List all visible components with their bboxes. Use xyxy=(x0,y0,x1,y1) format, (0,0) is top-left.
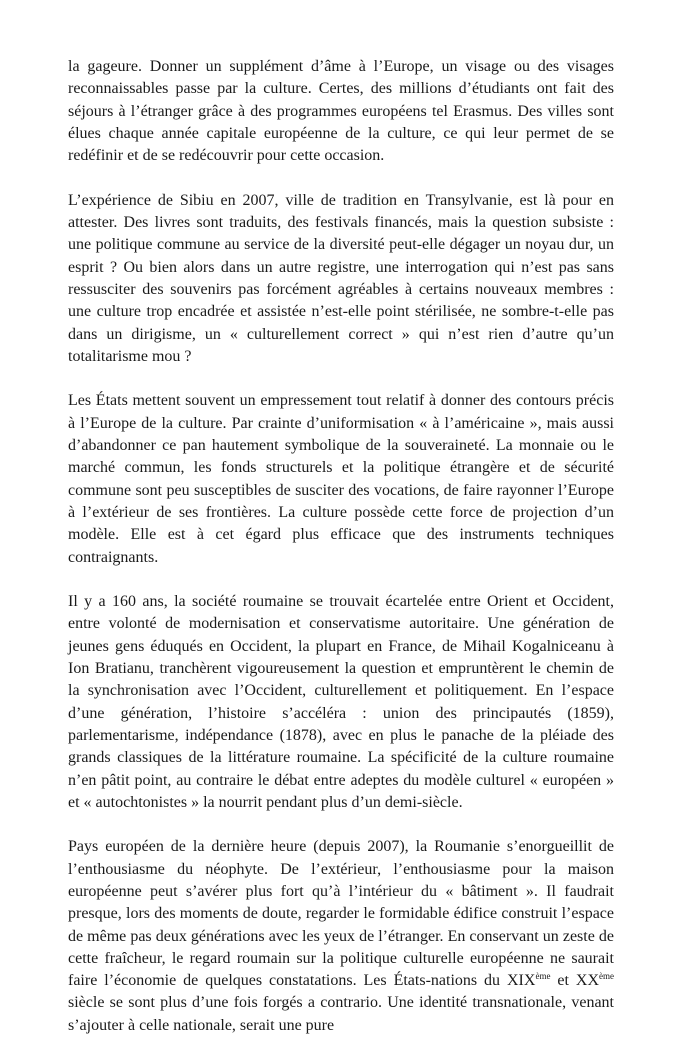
body-paragraph: Les États mettent souvent un empressement tout relatif à donner des contours précis à l’Europe de la culture. Par crainte d’uniformisation « à l’américaine », mais aussi d’abandonner ce pan hautement symbolique de la souveraineté. La monnaie ou le marché commun, les fonds structurels et la politique étrangère et de sécurité commune sont peu susceptibles de susciter des vocations, de faire rayonner l’Europe à l’extérieur de ses frontières. La culture possède cette force de projection d’un modèle. Elle est à cet égard plus efficace que des instruments techniques contraignants. xyxy=(68,392,614,566)
paragraph-text: siècle se sont plus d’une fois forgés a contrario. Une identité transnationale, venant s’ajouter à celle nationale, serait une pure xyxy=(68,994,614,1034)
body-paragraph: Il y a 160 ans, la société roumaine se trouvait écartelée entre Orient et Occident, entre volonté de modernisation et conservatisme autoritaire. Une génération de jeunes gens éduqués en Occident, la plupart en France, de Mihail Kogalniceanu à Ion Bratianu, tranchèrent vigoureusement la question et empruntèrent le chemin de la synchronisation avec l’Occident, culturellement et politiquement. En l’espace d’une génération, l’histoire s’accéléra : union des principautés (1859), parlementarisme, indépendance (1878), avec en plus le panache de la pléiade des grands classiques de la littérature roumaine. La spécificité de la culture roumaine n’en pâtit point, au contraire le débat entre adeptes du modèle culturel « européen » et « autochtonistes » la nourrit pendant plus d’un demi-siècle. xyxy=(68,593,614,811)
body-paragraph: la gageure. Donner un supplément d’âme à l’Europe, un visage ou des visages reconnaissables passe par la culture. Certes, des millions d’étudiants ont fait des séjours à l’étranger grâce à des programmes européens tel Erasmus. Des villes sont élues chaque année capitale européenne de la culture, ce qui leur permet de se redéfinir et de se redécouvrir pour cette occasion. xyxy=(68,58,614,165)
paragraph-text: Pays européen de la dernière heure (depuis 2007), la Roumanie s’enorgueillit de l’enthousiasme du néophyte. De l’extérieur, l’enthousiasme pour la maison européenne peut s’avérer plus fort qu’à l’intérieur du « bâtiment ». Il faudrait presque, lors des moments de doute, regarder le formidable édifice construit l’espace de même pas deux générations avec les yeux de l’étranger. En conservant un zeste de cette fraîcheur, le regard roumain sur la politique culturelle européenne ne saurait faire l’économie de quelques constatations. Les États-nations du XIX xyxy=(68,838,614,990)
body-paragraph: L’expérience de Sibiu en 2007, ville de tradition en Transylvanie, est là pour en attester. Des livres sont traduits, des festivals financés, mais la question subsiste : une politique commune au service de la diversité peut-elle dégager un noyau dur, un esprit ? Ou bien alors dans un autre registre, une interrogation qui n’est pas sans ressusciter des souvenirs pas forcément agréables à certains nouveaux membres : une culture trop encadrée et assistée n’est-elle point stérilisée, ne sombre-t-elle pas dans un dirigisme, un « culturellement correct » qui n’est rien d’autre qu’un totalitarisme mou ? xyxy=(68,191,614,365)
superscript-ordinal: ème xyxy=(599,971,615,982)
body-paragraph xyxy=(68,836,614,1037)
document-page xyxy=(68,56,614,1037)
superscript-ordinal: ème xyxy=(535,971,551,982)
paragraph-text: et XX xyxy=(550,972,600,990)
